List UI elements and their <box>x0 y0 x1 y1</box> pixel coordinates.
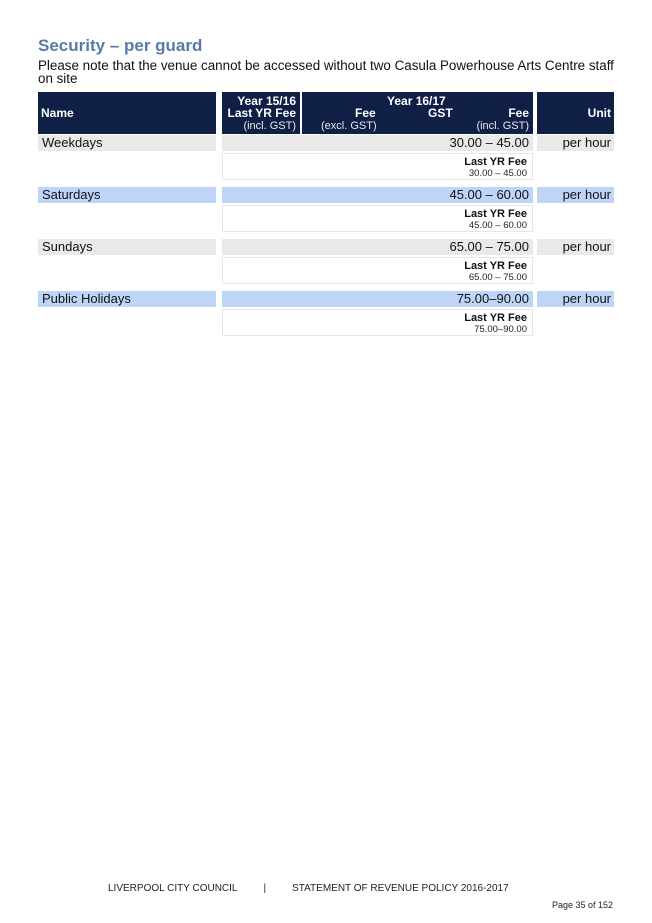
header-unit: Unit <box>587 106 611 120</box>
header-name-cell <box>38 92 216 134</box>
last-yr-label: Last YR Fee <box>464 208 527 220</box>
row-sundays-name: Sundays <box>38 239 216 255</box>
header-year-16-17: Year 16/17 <box>387 94 446 108</box>
row-saturdays-last-yr <box>222 205 533 232</box>
last-yr-label: Last YR Fee <box>464 312 527 324</box>
header-year-15-16-cell <box>222 92 300 134</box>
page-number: Page 35 of 152 <box>551 900 613 910</box>
row-sundays-fee: 65.00 – 75.00 <box>222 239 533 255</box>
row-sundays-last-yr <box>222 257 533 284</box>
last-yr-value: 75.00–90.00 <box>474 324 527 335</box>
section-title: Security – per guard <box>38 36 203 55</box>
row-weekdays-last-yr <box>222 153 533 180</box>
row-saturdays-unit: per hour <box>537 187 614 203</box>
row-weekdays-name: Weekdays <box>38 135 216 151</box>
header-fee-excl: Fee <box>355 106 376 120</box>
row-public-holidays-last-yr <box>222 309 533 336</box>
header-year-15-16: Year 15/16 <box>237 94 296 108</box>
header-incl-gst-b: (incl. GST) <box>476 120 529 132</box>
row-sundays-unit: per hour <box>537 239 614 255</box>
last-yr-label: Last YR Fee <box>464 156 527 168</box>
header-unit-cell <box>537 92 614 134</box>
header-last-yr-fee: Last YR Fee <box>227 106 296 120</box>
header-incl-gst-a: (incl. GST) <box>243 120 296 132</box>
header-excl-gst: (excl. GST) <box>321 120 377 132</box>
last-yr-label: Last YR Fee <box>464 260 527 272</box>
header-gst: GST <box>428 106 453 120</box>
page-footer <box>108 883 509 894</box>
row-public-holidays-fee: 75.00–90.00 <box>222 291 533 307</box>
row-public-holidays-name: Public Holidays <box>38 291 216 307</box>
footer-separator: | <box>263 883 267 894</box>
footer-org: LIVERPOOL CITY COUNCIL <box>108 883 238 894</box>
last-yr-value: 30.00 – 45.00 <box>468 168 527 179</box>
venue-note: Please note that the venue cannot be accessed without two Casula Powerhouse Arts Centre staff on site <box>38 58 614 86</box>
row-weekdays-unit: per hour <box>537 135 614 151</box>
row-weekdays-fee: 30.00 – 45.00 <box>222 135 533 151</box>
footer-doc-title: STATEMENT OF REVENUE POLICY 2016-2017 <box>292 883 509 894</box>
row-saturdays-fee: 45.00 – 60.00 <box>222 187 533 203</box>
last-yr-value: 45.00 – 60.00 <box>468 220 527 231</box>
header-name: Name <box>41 106 74 120</box>
row-public-holidays-unit: per hour <box>537 291 614 307</box>
row-saturdays-name: Saturdays <box>38 187 216 203</box>
last-yr-value: 65.00 – 75.00 <box>468 272 527 283</box>
header-fee-incl: Fee <box>508 106 529 120</box>
header-year-16-17-cell <box>302 92 533 134</box>
